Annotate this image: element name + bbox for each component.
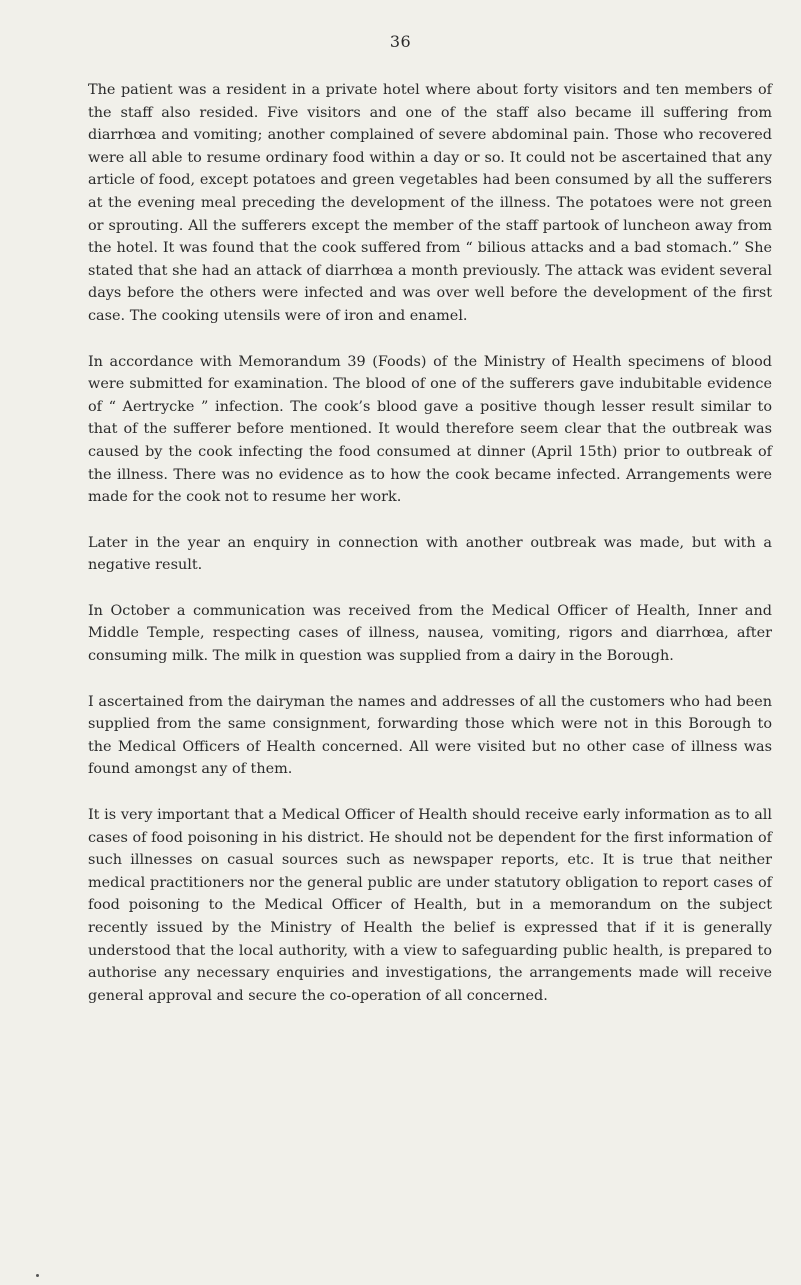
paragraph-early-information: It is very important that a Medical Officer of Health should receive early information as to all cases of food poisoning in his district. He should not be dependent for the first information of such illnesses on casual sources such as newspaper reports, etc. It is true that neither medical practitioners nor the general public are under statutory obligation to report cases of food poisoning to the Medical Officer of Health, but in a memorandum on the subject recently issued by the Ministry of Health the belief is expressed that if it is generally understood that the local authority, with a view to safeguarding public health, is prepared to authorise any necessary enquiries and investigations, the arrangements made will receive general approval and secure the co-operation of all concerned. — [88, 807, 772, 1004]
margin-speck — [36, 1274, 39, 1277]
body-text — [88, 79, 772, 1030]
paragraph-later-enquiry: Later in the year an enquiry in connection with another outbreak was made, but with a negative result. — [88, 534, 772, 574]
paragraph-hotel-outbreak: The patient was a resident in a private hotel where about forty visitors and ten members of the staff also resided. Five visitors and one of the staff also became ill suffering from diarrhœa and vomiting; another complained of severe abdominal pain. Those who recovered were all able to resume ordinary food within a day or so. It could not be ascertained that any article of food, except potatoes and green vegetables had been consumed by all the sufferers at the evening meal preceding the development of the illness. The potatoes were not green or sprouting. All the sufferers except the member of the staff partook of luncheon away from the hotel. It was found that the cook suffered from “ bilious attacks and a bad stomach.” She stated that she had an attack of diarrhœa a month previously. The attack was evident several days before the others were infected and was over well before the development of the first case. The cooking utensils were of iron and enamel. — [88, 82, 772, 324]
paragraph-blood-specimens: In accordance with Memorandum 39 (Foods) of the Ministry of Health specimens of blood were submitted for examination. The blood of one of the sufferers gave indubitable evidence of “ Aertrycke ” infection. The cook’s blood gave a positive though lesser result similar to that of the sufferer before mentioned. It would therefore seem clear that the outbreak was caused by the cook infecting the food consumed at dinner (April 15th) prior to outbreak of the illness. There was no evidence as to how the cook became infected. Arrangements were made for the cook not to resume her work. — [88, 353, 772, 506]
page-number: 36 — [389, 32, 412, 51]
paragraph-october-communication: In October a communication was received from the Medical Officer of Health, Inner and Middle Temple, respecting cases of illness, nausea, vomiting, rigors and diarrhœa, after consuming milk. The milk in question was supplied from a dairy in the Borough. — [88, 602, 772, 665]
paragraph-dairyman: I ascertained from the dairyman the names and addresses of all the customers who had been supplied from the same consignment, forwarding those which were not in this Borough to the Medical Officers of Health concerned. All were visited but no other case of illness was found amongst any of them. — [88, 693, 772, 778]
